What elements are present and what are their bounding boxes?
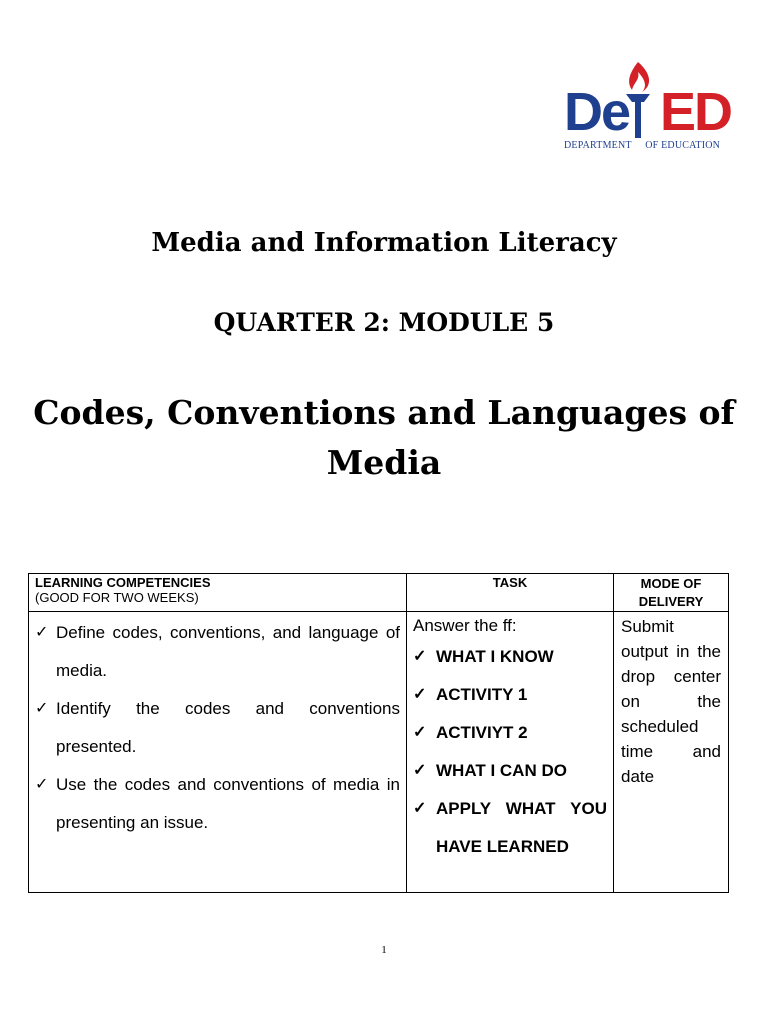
task-cell xyxy=(407,612,614,893)
logo-wordmark: De ED xyxy=(564,82,732,142)
task-intro: Answer the ff: xyxy=(413,616,517,635)
list-item: ✓ ACTIVITY 1 xyxy=(413,676,607,714)
competency-table xyxy=(28,573,729,893)
deped-logo xyxy=(560,60,742,156)
quarter-module: QUARTER 2: MODULE 5 xyxy=(213,308,555,337)
list-item: ✓ ACTIVIYT 2 xyxy=(413,714,607,752)
page-number: 1 xyxy=(381,944,387,956)
module-title: Codes, Conventions and Languages of Media xyxy=(33,393,735,482)
table-header-row xyxy=(29,574,729,612)
mode-text: Submit output in the drop center on the scheduled time and date xyxy=(621,617,721,786)
list-item: ✓ WHAT I KNOW xyxy=(413,638,607,676)
list-item: ✓ Define codes, conventions, and language of media. xyxy=(35,614,400,690)
logo-subtitle: DEPARTMENT OF EDUCATION xyxy=(564,140,721,151)
list-item: ✓ WHAT I CAN DO xyxy=(413,752,607,790)
list-item: ✓ Identify the codes and conventions presented. xyxy=(35,690,400,766)
checkmark-icon: ✓ xyxy=(413,724,427,741)
list-item: ✓ Use the codes and conventions of media in presenting an issue. xyxy=(35,766,400,842)
checkmark-icon: ✓ xyxy=(413,800,427,817)
checkmark-icon: ✓ xyxy=(35,624,49,641)
subject-title: Media and Information Literacy xyxy=(151,228,617,258)
header-task: TASK xyxy=(407,574,614,612)
header-mode: MODE OF DELIVERY xyxy=(614,574,729,612)
checkmark-icon: ✓ xyxy=(35,776,49,793)
table-row xyxy=(29,612,729,893)
header-competencies: LEARNING COMPETENCIES (GOOD FOR TWO WEEKS) xyxy=(29,574,407,612)
list-item: ✓ APPLY WHAT YOU HAVE LEARNED xyxy=(413,790,607,866)
checkmark-icon: ✓ xyxy=(413,762,427,779)
mode-cell xyxy=(614,612,729,893)
checkmark-icon: ✓ xyxy=(413,648,427,665)
competencies-cell xyxy=(29,612,407,893)
checkmark-icon: ✓ xyxy=(35,700,49,717)
checkmark-icon: ✓ xyxy=(413,686,427,703)
